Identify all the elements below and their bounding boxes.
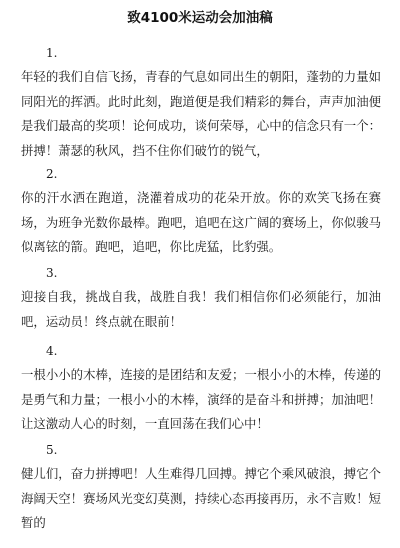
document-title: 致4100米运动会加油稿 xyxy=(127,10,273,26)
section-4 xyxy=(21,343,381,437)
section-number: 5. xyxy=(46,443,58,457)
section-3 xyxy=(21,265,381,334)
section-2 xyxy=(21,166,381,260)
section-5 xyxy=(21,442,381,536)
section-paragraph: 迎接自我，挑战自我，战胜自我！我们相信你们必须能行，加油吧，运动员！终点就在眼前！ xyxy=(21,289,381,329)
section-number: 3. xyxy=(46,266,58,280)
section-paragraph: 一根小小的木棒，连接的是团结和友爱；一根小小的木棒，传递的是勇气和力量；一根小小的木棒，演绎的是奋斗和拼搏；加油吧！让这激动人心的时刻，一直回荡在我们心中！ xyxy=(21,367,381,432)
section-paragraph: 你的汗水洒在跑道，浇灌着成功的花朵开放。你的欢笑飞扬在赛场，为班争光数你最棒。跑吧，追吧在这广阔的赛场上，你似骏马似离铉的箭。跑吧，追吧，你比虎猛，比豹强。 xyxy=(21,190,381,255)
section-1 xyxy=(21,45,381,163)
section-paragraph: 年轻的我们自信飞扬，青春的气息如同出生的朝阳，蓬勃的力量如同阳光的挥洒。此时此刻，跑道便是我们精彩的舞台，声声加油便是我们最高的奖项！论何成功，谈何荣辱，心中的信念只有一个：拼搏！萧瑟的秋风，挡不住你们破竹的锐气， xyxy=(21,69,381,158)
section-number: 1. xyxy=(46,46,58,60)
section-paragraph: 健儿们，奋力拼搏吧！人生难得几回搏。搏它个乘风破浪，搏它个海阔天空！赛场风光变幻莫测，持续心态再接再历，永不言败！短暂的 xyxy=(21,466,381,531)
section-number: 4. xyxy=(46,344,58,358)
section-number: 2. xyxy=(46,167,58,181)
